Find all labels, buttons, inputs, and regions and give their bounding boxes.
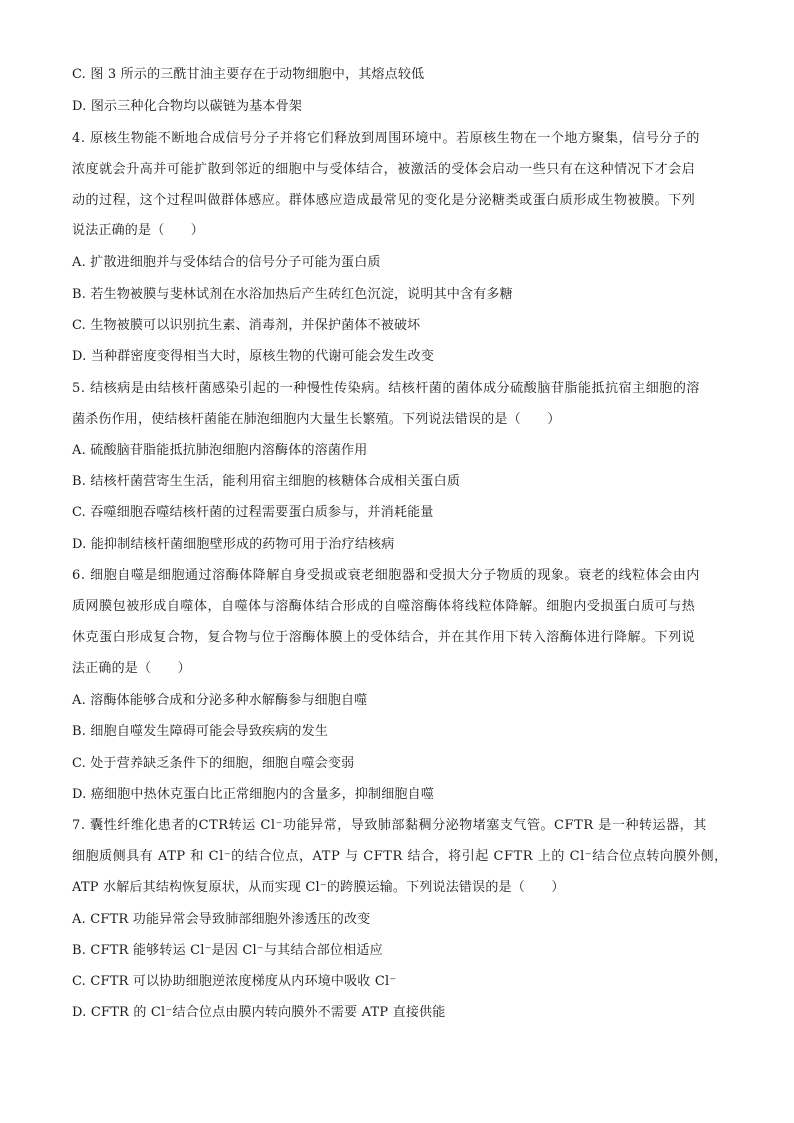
q4-stem-line-4: 说法正确的是（ ） bbox=[72, 223, 205, 238]
q5-option-b: B. 结核杆菌营寄生生活，能利用宿主细胞的核糖体合成相关蛋白质 bbox=[72, 474, 461, 489]
q4-option-d: D. 当种群密度变得相当大时，原核生物的代谢可能会发生改变 bbox=[72, 349, 435, 364]
q6-option-d: D. 癌细胞中热休克蛋白比正常细胞内的含量多，抑制细胞自噬 bbox=[72, 787, 435, 802]
q5-option-c: C. 吞噬细胞吞噬结核杆菌的过程需要蛋白质参与，并消耗能量 bbox=[72, 505, 434, 520]
q6-option-b: B. 细胞自噬发生障碍可能会导致疾病的发生 bbox=[72, 724, 329, 739]
q5-option-a: A. 硫酸脑苷脂能抵抗肺泡细胞内溶酶体的溶菌作用 bbox=[72, 443, 368, 458]
q6-option-a: A. 溶酶体能够合成和分泌多种水解酶参与细胞自噬 bbox=[72, 693, 368, 708]
q4-stem-line-1: 4. 原核生物能不断地合成信号分子并将它们释放到周围环境中。若原核生物在一个地方聚集，信号分子的 bbox=[72, 131, 700, 146]
q6-stem-line-2: 质网膜包被形成自噬体，自噬体与溶酶体结合形成的自噬溶酶体将线粒体降解。细胞内受损蛋白质可与热 bbox=[72, 599, 696, 614]
q7-stem-line-2: 细胞质侧具有 ATP 和 Cl⁻的结合位点，ATP 与 CFTR 结合，将引起 CFTR 上的 Cl⁻结合位点转向膜外侧， bbox=[72, 849, 728, 864]
q4-stem-line-2: 浓度就会升高并可能扩散到邻近的细胞中与受体结合，被激活的受体会启动一些只有在这种情况下才会启 bbox=[72, 162, 696, 177]
q7-stem-line-1: 7. 囊性纤维化患者的CTR转运 Cl⁻功能异常，导致肺部黏稠分泌物堵塞支气管。CFTR 是一种转运器，其 bbox=[72, 818, 707, 833]
q6-stem-line-3: 休克蛋白形成复合物，复合物与位于溶酶体膜上的受体结合，并在其作用下转入溶酶体进行降解。下列说 bbox=[72, 630, 696, 645]
q4-stem-line-3: 动的过程，这个过程叫做群体感应。群体感应造成最常见的变化是分泌糖类或蛋白质形成生物被膜。下列 bbox=[72, 193, 696, 208]
q6-stem-line-1: 6. 细胞自噬是细胞通过溶酶体降解自身受损或衰老细胞器和受损大分子物质的现象。衰老的线粒体会由内 bbox=[72, 568, 700, 583]
q5-option-d: D. 能抑制结核杆菌细胞壁形成的药物可用于治疗结核病 bbox=[72, 537, 395, 552]
q4-option-b: B. 若生物被膜与斐林试剂在水浴加热后产生砖红色沉淀，说明其中含有多糖 bbox=[72, 287, 513, 302]
q4-option-a: A. 扩散进细胞并与受体结合的信号分子可能为蛋白质 bbox=[72, 255, 381, 270]
q3-option-d: D. 图示三种化合物均以碳链为基本骨架 bbox=[72, 99, 303, 114]
q7-stem-line-3: ATP 水解后其结构恢复原状，从而实现 Cl⁻的跨膜运输。下列说法错误的是（ ） bbox=[72, 880, 565, 895]
q6-stem-line-4: 法正确的是（ ） bbox=[72, 661, 191, 676]
q4-option-c: C. 生物被膜可以识别抗生素、消毒剂，并保护菌体不被破坏 bbox=[72, 318, 421, 333]
q7-option-d: D. CFTR 的 Cl⁻结合位点由膜内转向膜外不需要 ATP 直接供能 bbox=[72, 1005, 446, 1020]
q7-option-c: C. CFTR 可以协助细胞逆浓度梯度从内环境中吸收 Cl⁻ bbox=[72, 974, 397, 989]
q3-option-c: C. 图 3 所示的三酰甘油主要存在于动物细胞中，其熔点较低 bbox=[72, 67, 425, 82]
q5-stem-line-2: 菌杀伤作用，使结核杆菌能在肺泡细胞内大量生长繁殖。下列说法错误的是（ ） bbox=[72, 412, 561, 427]
q7-option-a: A. CFTR 功能异常会导致肺部细胞外渗透压的改变 bbox=[72, 912, 371, 927]
q5-stem-line-1: 5. 结核病是由结核杆菌感染引起的一种慢性传染病。结核杆菌的菌体成分硫酸脑苷脂能抵抗宿主细胞的溶 bbox=[72, 381, 700, 396]
q7-option-b: B. CFTR 能够转运 Cl⁻是因 Cl⁻与其结合部位相适应 bbox=[72, 943, 383, 958]
q6-option-c: C. 处于营养缺乏条件下的细胞，细胞自噬会变弱 bbox=[72, 756, 355, 771]
